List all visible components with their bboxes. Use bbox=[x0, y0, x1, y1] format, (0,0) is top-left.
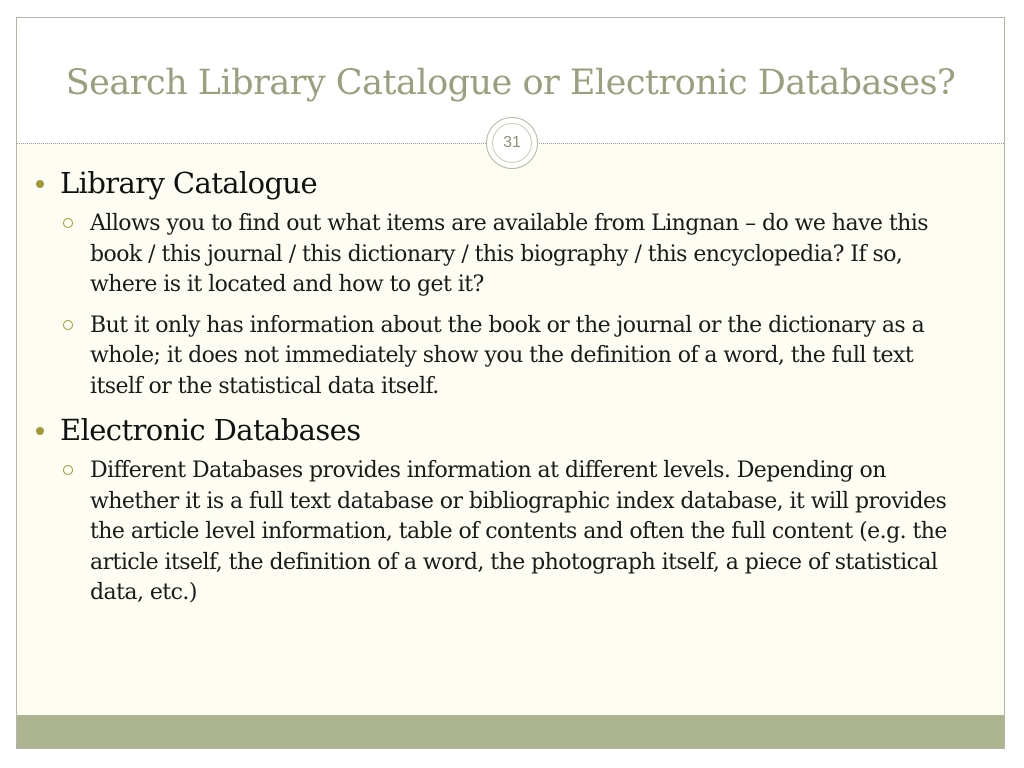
sub-bullet-item bbox=[60, 209, 970, 301]
hollow-bullet-icon bbox=[63, 320, 73, 330]
filled-bullet-icon bbox=[36, 427, 44, 435]
sub-bullet-item bbox=[60, 456, 970, 609]
slide-title: Search Library Catalogue or Electronic Databases? bbox=[65, 63, 956, 103]
sub-bullet-item bbox=[60, 311, 970, 403]
sub-bullet-list bbox=[60, 209, 970, 402]
hollow-bullet-icon bbox=[63, 465, 73, 475]
bullet-label: Electronic Databases bbox=[60, 413, 361, 447]
bullet-electronic-databases bbox=[30, 412, 970, 609]
sub-bullet-text: But it only has information about the book or the journal or the dictionary as a whole; it does not immediately show you the definition of a word, the full text itself or the statistical data itself. bbox=[90, 312, 925, 399]
hollow-bullet-icon bbox=[63, 218, 73, 228]
slide-number-badge bbox=[486, 117, 538, 169]
sub-bullet-text: Allows you to find out what items are available from Lingnan – do we have this book / this journal / this dictionary / this biography / this encyclopedia? If so, where is it located and how to get it? bbox=[90, 211, 928, 297]
sub-bullet-list bbox=[60, 456, 970, 609]
sub-bullet-text: Different Databases provides information at different levels. Depending on whether it is a full text database or bibliographic index database, it will provides the article level information, table of contents and often the full content (e.g. the article itself, the definition of a word, the photograph itself, a piece of statistical data, etc.) bbox=[90, 458, 947, 605]
bullet-library-catalogue bbox=[30, 165, 970, 402]
bullet-list bbox=[30, 165, 970, 619]
filled-bullet-icon bbox=[36, 180, 44, 188]
footer-band bbox=[17, 715, 1004, 748]
slide-number: 31 bbox=[492, 123, 532, 163]
bullet-label: Library Catalogue bbox=[60, 166, 318, 200]
